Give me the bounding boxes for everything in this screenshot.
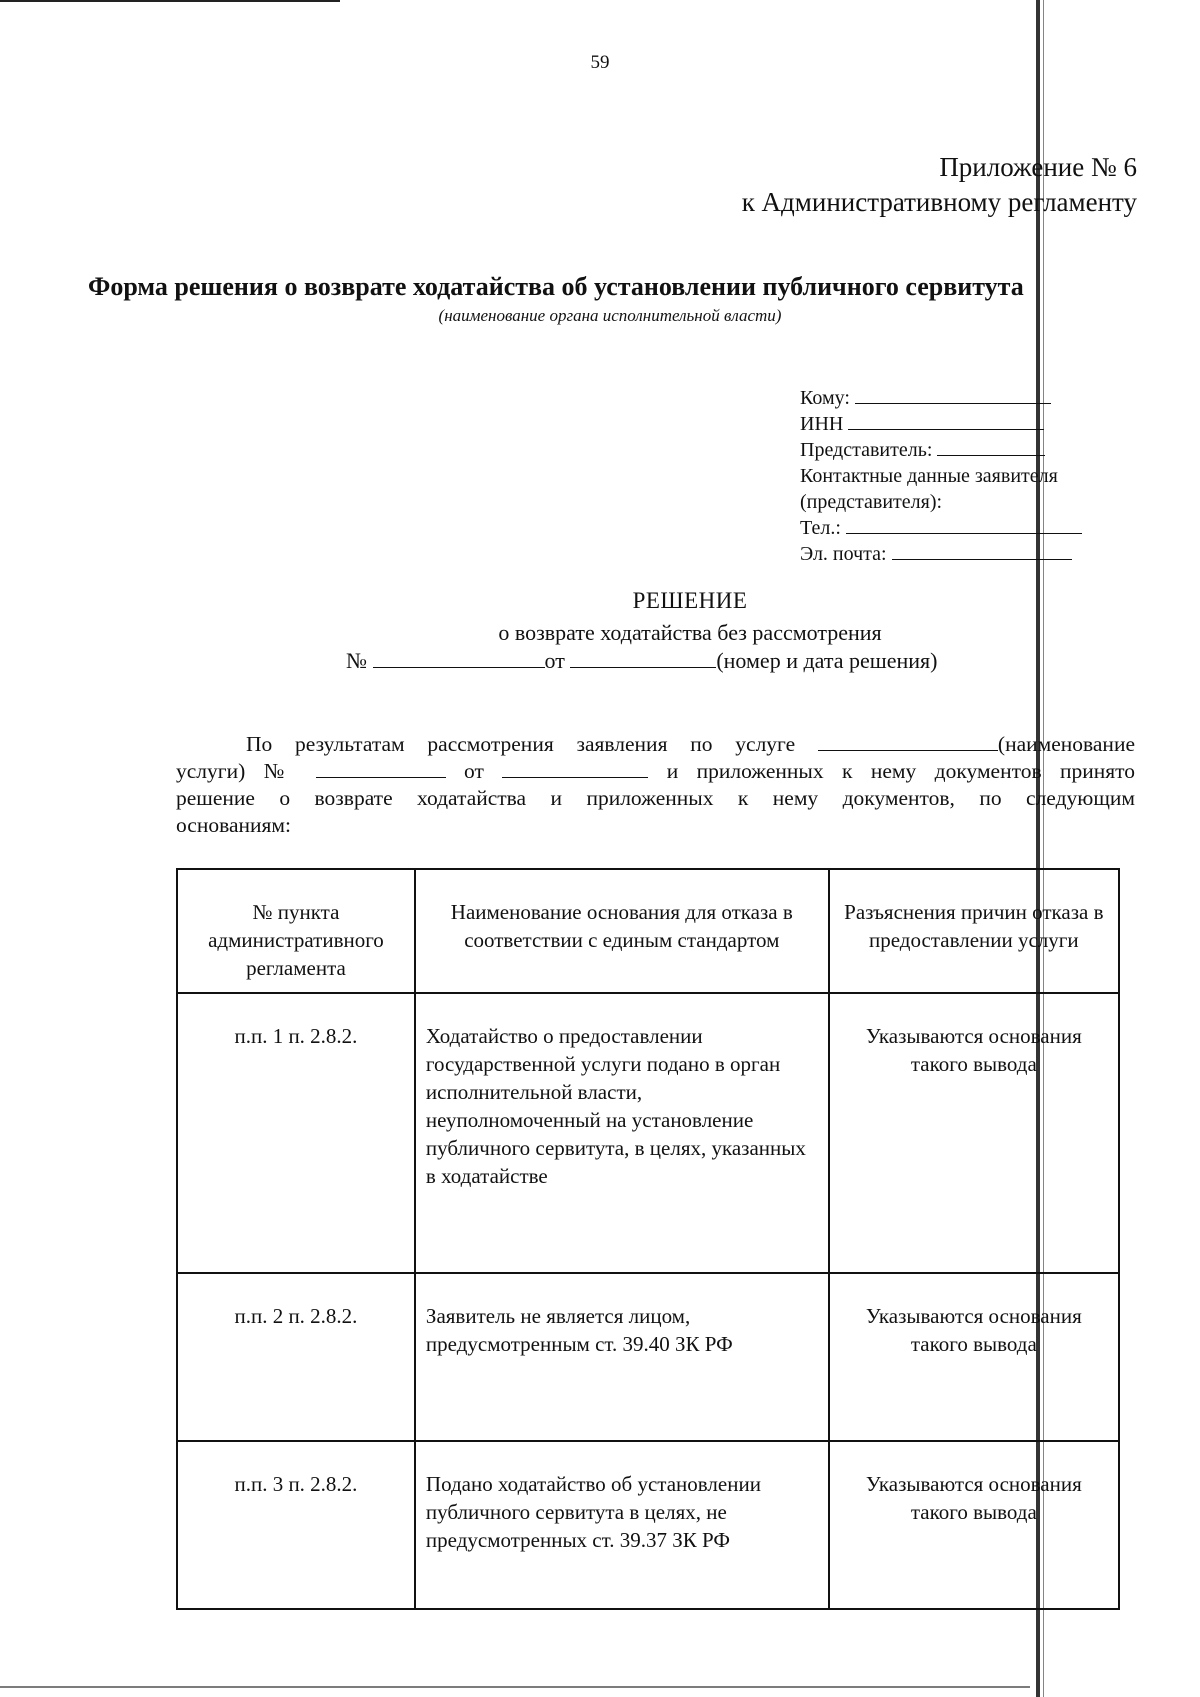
decision-number-field[interactable] <box>373 649 545 668</box>
service-field[interactable] <box>818 732 998 751</box>
scan-bottom-edge <box>0 1686 1030 1688</box>
application-date-field[interactable] <box>502 759 648 778</box>
appendix-number: Приложение № 6 <box>939 152 1137 182</box>
table-cell-explanation: Указываются основания такого вывода <box>829 993 1119 1273</box>
table-row <box>177 1273 1119 1441</box>
table-cell-reason: Ходатайство о предоставлении государственной услуги подано в орган исполнительной власти, неуполномоченный на установление публичного сервитута, в целях, указанных в ходатайстве <box>415 993 829 1273</box>
table-cell-item: п.п. 2 п. 2.8.2. <box>177 1273 415 1441</box>
table-row <box>177 993 1119 1273</box>
addressee-representative: Представитель: <box>800 437 1045 463</box>
table-header: Наименование основания для отказа в соответствии с единым стандартом <box>415 869 829 993</box>
reasons-table <box>176 868 1120 1610</box>
scan-top-edge <box>0 0 340 2</box>
decision-body: По результатам рассмотрения заявления по услуге (наименование услуги) № от и приложенных к нему документов принято решение о возврате ходатайства и приложенных к нему документов, по следующим основаниям: <box>176 732 1136 837</box>
table-header: № пункта административного регламента <box>177 869 415 993</box>
page-number: 59 <box>590 52 610 73</box>
table-cell-reason: Заявитель не является лицом, предусмотренным ст. 39.40 ЗК РФ <box>415 1273 829 1441</box>
inn-field[interactable] <box>848 411 1044 430</box>
addressee-to: Кому: <box>800 385 1051 411</box>
table-cell-explanation: Указываются основания такого вывода <box>829 1273 1119 1441</box>
representative-field[interactable] <box>937 437 1045 456</box>
table-cell-item: п.п. 3 п. 2.8.2. <box>177 1441 415 1609</box>
to-field[interactable] <box>855 385 1051 404</box>
appendix-reference: к Административному регламенту <box>741 187 1137 217</box>
phone-field[interactable] <box>846 515 1082 534</box>
decision-date-field[interactable] <box>570 649 716 668</box>
addressee-phone: Тел.: <box>800 515 1082 541</box>
addressee-inn: ИНН <box>800 411 1044 437</box>
contacts-label: Контактные данные заявителя <box>800 465 1058 487</box>
table-header: Разъяснения причин отказа в предоставлении услуги <box>829 869 1119 993</box>
decision-number-line: № от (номер и дата решения) <box>346 648 938 673</box>
table-cell-explanation: Указываются основания такого вывода <box>829 1441 1119 1609</box>
table-row <box>177 1441 1119 1609</box>
application-number-field[interactable] <box>316 759 446 778</box>
email-field[interactable] <box>892 541 1072 560</box>
table-header-row <box>177 869 1119 993</box>
table-cell-item: п.п. 1 п. 2.8.2. <box>177 993 415 1273</box>
table-cell-reason: Подано ходатайство об установлении публичного сервитута в целях, не предусмотренных ст. 39.37 ЗК РФ <box>415 1441 829 1609</box>
document-subtitle: (наименование органа исполнительной власти) <box>438 306 782 325</box>
addressee-email: Эл. почта: <box>800 541 1072 567</box>
decision-heading: РЕШЕНИЕ <box>632 588 748 613</box>
contacts-label-2: (представителя): <box>800 491 943 513</box>
decision-subheading: о возврате ходатайства без рассмотрения <box>498 620 882 645</box>
document-title: Форма решения о возврате ходатайства об установлении публичного сервитута <box>88 272 1024 301</box>
